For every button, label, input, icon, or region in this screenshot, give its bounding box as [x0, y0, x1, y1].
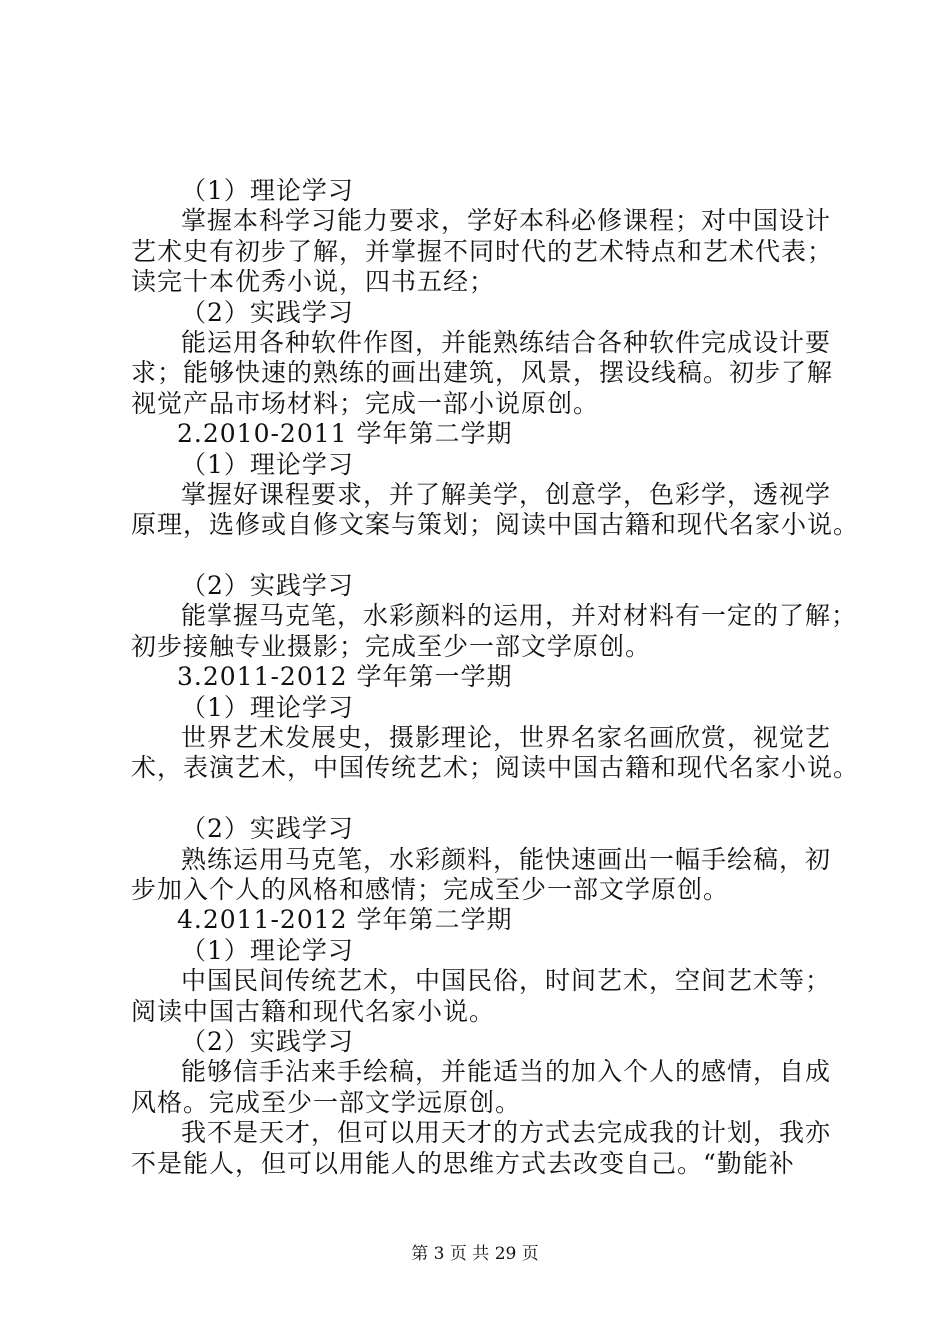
paragraph-line: 视觉产品市场材料；完成一部小说原创。 [131, 388, 600, 418]
paragraph-line: 艺术史有初步了解，并掌握不同时代的艺术特点和艺术代表； [131, 236, 834, 266]
paragraph-line: 阅读中国古籍和现代名家小说。 [131, 996, 496, 1026]
subheading-practice: （2）实践学习 [181, 297, 354, 327]
paragraph-line: 掌握本科学习能力要求，学好本科必修课程；对中国设计 [181, 206, 832, 236]
paragraph-line: 初步接触专业摄影；完成至少一部文学原创。 [131, 631, 652, 661]
paragraph-line: 原理，选修或自修文案与策划；阅读中国古籍和现代名家小说。 [131, 510, 860, 540]
subheading-theory: （1）理论学习 [181, 449, 354, 479]
paragraph-line: 不是能人，但可以用能人的思维方式去改变自己。“勤能补 [131, 1148, 795, 1178]
subheading-practice: （2）实践学习 [181, 1026, 354, 1056]
subheading-practice: （2）实践学习 [181, 814, 354, 844]
page-number-footer: 第 3 页 共 29 页 [411, 1244, 539, 1264]
section-heading: 3.2011-2012 学年第一学期 [177, 662, 513, 692]
paragraph-line: 掌握好课程要求，并了解美学，创意学，色彩学，透视学 [181, 479, 832, 509]
blank-line [131, 784, 843, 814]
paragraph-line: 求；能够快速的熟练的画出建筑，风景，摆设线稿。初步了解 [131, 358, 834, 388]
paragraph-line: 风格。完成至少一部文学远原创。 [131, 1087, 522, 1117]
document-body [131, 176, 860, 1179]
paragraph-line: 我不是天才，但可以用天才的方式去完成我的计划，我亦 [181, 1118, 832, 1148]
paragraph-line: 能运用各种软件作图，并能熟练结合各种软件完成设计要 [181, 327, 832, 357]
blank-line [131, 541, 843, 571]
paragraph-line: 世界艺术发展史，摄影理论，世界名家名画欣赏，视觉艺 [181, 723, 832, 753]
section-heading: 4.2011-2012 学年第二学期 [177, 905, 513, 935]
subheading-theory: （1）理论学习 [181, 176, 354, 205]
paragraph-line: 中国民间传统艺术，中国民俗，时间艺术，空间艺术等； [181, 966, 832, 996]
paragraph-line: 熟练运用马克笔，水彩颜料，能快速画出一幅手绘稿，初 [181, 844, 832, 874]
paragraph-line: 读完十本优秀小说，四书五经； [131, 267, 496, 297]
section-heading: 2.2010-2011 学年第二学期 [177, 419, 513, 449]
paragraph-line: 步加入个人的风格和感情；完成至少一部文学原创。 [131, 874, 730, 904]
paragraph-line: 能够信手沾来手绘稿，并能适当的加入个人的感情，自成 [181, 1057, 832, 1087]
subheading-theory: （1）理论学习 [181, 935, 354, 965]
subheading-practice: （2）实践学习 [181, 571, 354, 601]
paragraph-line: 术，表演艺术，中国传统艺术；阅读中国古籍和现代名家小说。 [131, 753, 860, 783]
paragraph-line: 能掌握马克笔，水彩颜料的运用，并对材料有一定的了解； [181, 601, 858, 631]
subheading-theory: （1）理论学习 [181, 692, 354, 722]
